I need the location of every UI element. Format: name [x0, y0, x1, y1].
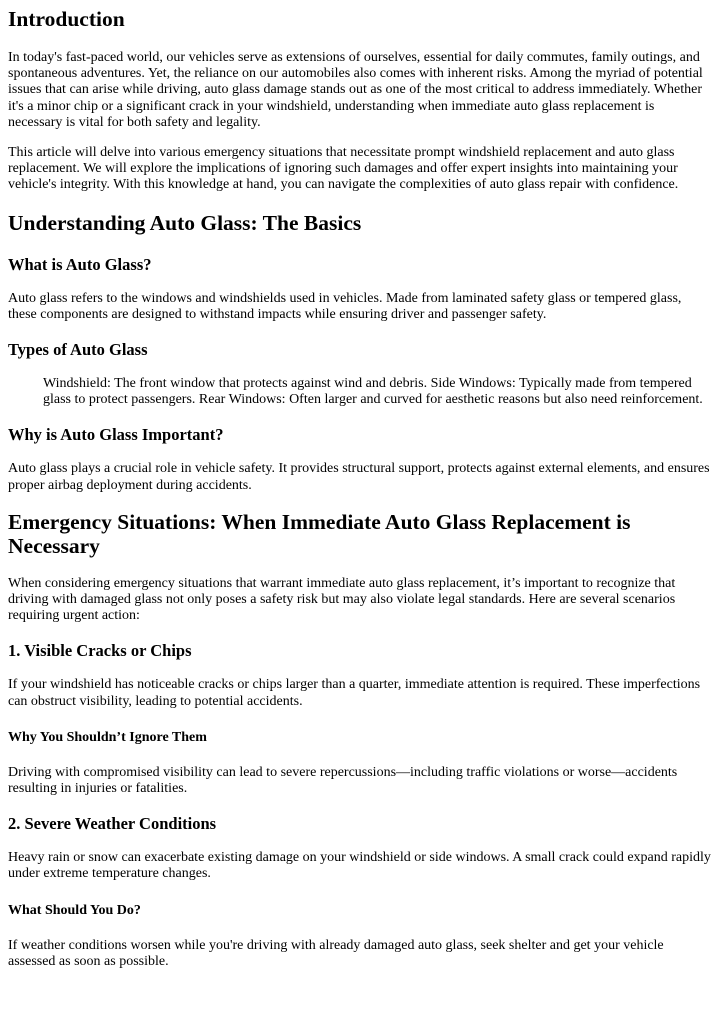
what-to-do-paragraph: If weather conditions worsen while you're driving with already damaged auto glass, seek shelter and get your vehicle assessed as soon as possible.	[8, 937, 664, 969]
what-is-auto-glass-heading: What is Auto Glass?	[8, 254, 152, 274]
why-not-ignore-heading: Why You Shouldn’t Ignore Them	[8, 729, 207, 745]
visible-cracks-paragraph: If your windshield has noticeable cracks or chips larger than a quarter, immediate attention is required. These imperfections can obstruct visibility, leading to potential accidents.	[8, 677, 701, 709]
article	[0, 7, 720, 970]
severe-weather-heading: 2. Severe Weather Conditions	[8, 814, 217, 834]
emergency-paragraph: When considering emergency situations that warrant immediate auto glass replacement, it’s important to recognize that driving with damaged glass not only poses a safety risk but may also violate legal standards. Here are several scenarios requiring urgent action:	[8, 575, 676, 624]
visible-cracks-heading: 1. Visible Cracks or Chips	[8, 641, 192, 661]
what-is-auto-glass-paragraph: Auto glass refers to the windows and windshields used in vehicles. Made from laminated safety glass or tempered glass, these components are designed to withstand impacts while ensuring driver and passenger safety.	[8, 290, 682, 322]
intro-heading: Introduction	[8, 7, 125, 31]
intro-paragraph-1: In today's fast-paced world, our vehicles serve as extensions of ourselves, essential for daily commutes, family outings, and spontaneous adventures. Yet, the reliance on our automobiles also comes with inherent risks. Among the myriad of potential issues that can arise while driving, auto glass damage stands out as one of the most critical to address immediately. Whether it's a minor chip or a significant crack in your windshield, understanding when immediate auto glass replacement is necessary is vital for both safety and legality.	[8, 50, 703, 130]
severe-weather-paragraph: Heavy rain or snow can exacerbate existing damage on your windshield or side windows. A small crack could expand rapidly under extreme temperature changes.	[8, 850, 711, 882]
types-list: Windshield: The front window that protects against wind and debris. Side Windows: Typically made from tempered glass to protect passengers. Rear Windows: Often larger and curved for aesthetic reasons but also need reinforcement.	[43, 376, 703, 408]
why-not-ignore-paragraph: Driving with compromised visibility can lead to severe repercussions—including traffic violations or worse—accidents resulting in injuries or fatalities.	[8, 764, 678, 797]
emergency-heading: Emergency Situations: When Immediate Auto Glass Replacement is Necessary	[8, 509, 631, 558]
types-heading: Types of Auto Glass	[8, 340, 148, 360]
why-important-paragraph: Auto glass plays a crucial role in vehicle safety. It provides structural support, protects against external elements, and ensures proper airbag deployment during accidents.	[8, 461, 710, 493]
intro-paragraph-2: This article will delve into various emergency situations that necessitate prompt windshield replacement and auto glass replacement. We will explore the implications of ignoring such damages and offer expert insights into maintaining your vehicle's integrity. With this knowledge at hand, you can navigate the complexities of auto glass repair with confidence.	[8, 145, 679, 193]
why-important-heading: Why is Auto Glass Important?	[8, 425, 224, 445]
basics-heading: Understanding Auto Glass: The Basics	[8, 210, 362, 235]
what-to-do-heading: What Should You Do?	[8, 902, 141, 918]
